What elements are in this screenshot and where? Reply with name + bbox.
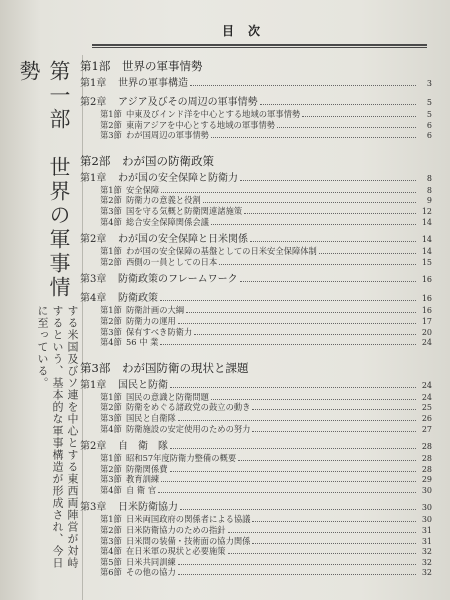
leader-dots: [252, 543, 416, 544]
section-title: 総合安全保障関係会議: [126, 216, 209, 227]
section-title: 保有すべき防衛力: [126, 326, 193, 337]
leader-dots: [203, 202, 416, 203]
section-title: 防衛をめぐる諸政党の鼓立の動き: [126, 402, 251, 413]
section-number: 第2節: [100, 119, 122, 130]
toc-section[interactable]: [80, 305, 432, 316]
section-number: 第3節: [100, 412, 122, 423]
leader-dots: [170, 471, 417, 472]
leader-dots: [178, 420, 416, 421]
toc-chapter[interactable]: [80, 293, 432, 305]
chapter-number: 第1章: [80, 78, 107, 89]
part-number: 第1部: [80, 59, 111, 73]
chapter-number: 第4章: [80, 293, 107, 305]
section-number: 第4節: [100, 337, 122, 348]
chapter-spacer: [80, 495, 432, 499]
section-page: 5: [426, 110, 432, 119]
toc-section[interactable]: [80, 464, 432, 475]
section-number: 第4節: [100, 484, 122, 495]
toc-section[interactable]: [80, 557, 432, 568]
side-description: する米国及びソ連を中心とする東西両陣営が対峙するという、基本的な軍事構造が形成され、今日に至っている。: [36, 305, 79, 569]
part-spacer: [80, 348, 432, 360]
section-page: 17: [421, 316, 432, 326]
toc-section[interactable]: [80, 485, 432, 496]
chapter-spacer: [80, 434, 432, 438]
toc-chapter[interactable]: [80, 380, 432, 392]
section-number: 第6節: [100, 567, 122, 578]
toc-section[interactable]: [80, 424, 432, 435]
section-number: 第2節: [100, 315, 122, 326]
toc-section[interactable]: [80, 525, 432, 536]
chapter-title: 自 衛 隊: [118, 441, 168, 453]
toc-section[interactable]: [80, 246, 432, 257]
toc-chapter[interactable]: [80, 502, 432, 514]
section-number: 第5節: [100, 556, 122, 567]
section-number: 第2節: [100, 525, 122, 536]
leader-dots: [158, 492, 416, 493]
section-page: 24: [421, 392, 432, 402]
section-title: 自 衛 官: [126, 484, 157, 495]
leader-dots: [178, 564, 416, 565]
section-title: わが国の安全保障の基盤としての日米安全保障体制: [126, 246, 317, 257]
section-title: 日米防衛協力のための指針: [126, 525, 226, 536]
section-title: 防衛力の運用: [126, 315, 176, 326]
section-number: 第3節: [100, 474, 122, 485]
section-title: 日米両国政府の関係者による協議: [126, 514, 251, 525]
section-page: 32: [421, 557, 432, 567]
toc-part: [80, 153, 432, 169]
section-page: 28: [421, 454, 432, 464]
chapter-spacer: [80, 286, 432, 290]
leader-dots: [238, 460, 416, 461]
toc-section[interactable]: [80, 536, 432, 547]
section-number: 第4節: [100, 546, 122, 557]
section-page: 26: [421, 413, 432, 423]
chapter-number: 第2章: [80, 97, 107, 108]
chapter-page: 8: [426, 173, 432, 183]
toc-section[interactable]: [80, 413, 432, 424]
section-title: その他の協力: [126, 567, 176, 578]
part-spacer: [80, 141, 432, 153]
section-page: 20: [421, 327, 432, 337]
section-page: 24: [421, 338, 432, 348]
toc-section[interactable]: [80, 327, 432, 338]
toc-chapter[interactable]: [80, 173, 432, 185]
section-page: 31: [421, 526, 432, 536]
section-page: 9: [426, 196, 432, 206]
chapter-title: 世界の軍事構造: [118, 78, 188, 89]
section-page: 15: [421, 257, 432, 267]
section-number: 第4節: [100, 216, 122, 227]
toc-section[interactable]: [80, 109, 432, 120]
toc-chapter[interactable]: [80, 78, 432, 90]
leader-dots: [211, 137, 416, 138]
chapter-number: 第1章: [80, 379, 107, 391]
leader-dots: [252, 521, 416, 522]
leader-dots: [190, 85, 416, 86]
chapter-title: アジア及びその周辺の軍事情勢: [118, 97, 258, 108]
leader-dots: [228, 553, 416, 554]
leader-dots: [219, 264, 416, 265]
chapter-page: 30: [421, 503, 432, 513]
toc-section[interactable]: [80, 567, 432, 578]
part-title: 世界の軍事情勢: [122, 59, 203, 73]
section-page: 6: [426, 131, 432, 141]
chapter-number: 第2章: [80, 441, 107, 453]
leader-dots: [252, 431, 416, 432]
toc-section[interactable]: [80, 474, 432, 485]
chapter-page: 5: [426, 98, 432, 107]
header-rule-secondary: [92, 47, 427, 48]
section-page: 6: [426, 120, 432, 130]
chapter-spacer: [80, 90, 432, 94]
toc-chapter[interactable]: [80, 274, 432, 286]
leader-dots: [244, 213, 416, 214]
toc-heading: 目次: [222, 24, 275, 38]
section-page: 27: [421, 424, 432, 434]
section-page: 31: [421, 536, 432, 546]
section-title: わが国周辺の軍事情勢: [126, 130, 209, 141]
chapter-page: 24: [421, 380, 432, 390]
chapter-page: 3: [426, 79, 432, 88]
section-page: 25: [421, 403, 432, 413]
part-title: わが国防衛の現状と課題: [122, 360, 249, 375]
chapter-number: 第3章: [80, 274, 107, 286]
toc-section[interactable]: [80, 217, 432, 228]
leader-dots: [211, 399, 416, 400]
section-number: 第2節: [100, 195, 122, 206]
section-number: 第1節: [100, 109, 122, 119]
section-number: 第1節: [100, 305, 122, 316]
section-page: 28: [421, 464, 432, 474]
part-title: わが国の防衛政策: [122, 153, 214, 168]
section-title: 防衛力の意義と役割: [126, 195, 201, 206]
toc-section[interactable]: [80, 337, 432, 348]
leader-dots: [178, 574, 416, 575]
section-number: 第2節: [100, 463, 122, 474]
section-number: 第1節: [100, 453, 122, 464]
section-number: 第1節: [100, 184, 122, 195]
chapter-spacer: [80, 267, 432, 271]
chapter-title: わが国の安全保障と日米関係: [118, 234, 248, 246]
section-page: 16: [421, 306, 432, 316]
section-title: 防衛施設の安定使用のための努力: [126, 423, 251, 434]
leader-dots: [161, 481, 416, 482]
toc-section[interactable]: [80, 257, 432, 268]
leader-dots: [178, 323, 416, 324]
section-title: 日米共同訓練: [126, 556, 176, 567]
section-number: 第3節: [100, 326, 122, 337]
leader-dots: [170, 448, 416, 449]
section-page: 14: [421, 217, 432, 227]
section-number: 第3節: [100, 535, 122, 546]
chapter-spacer: [80, 227, 432, 231]
toc-chapter[interactable]: [80, 97, 432, 109]
section-number: 第1節: [100, 246, 122, 257]
leader-dots: [160, 344, 416, 345]
leader-dots: [194, 334, 416, 335]
toc-section[interactable]: [80, 453, 432, 464]
chapter-title: 国民と防衛: [118, 379, 168, 391]
chapter-page: 14: [421, 235, 432, 245]
section-page: 12: [421, 206, 432, 216]
leader-dots: [277, 127, 416, 128]
section-title: 昭和57年度防衛力整備の概要: [126, 453, 237, 464]
toc-chapter[interactable]: [80, 234, 432, 246]
toc-part: [80, 360, 432, 376]
leader-dots: [250, 241, 416, 242]
section-title: 防衛関係費: [126, 463, 168, 474]
toc-section[interactable]: [80, 316, 432, 327]
section-number: 第2節: [100, 256, 122, 267]
section-title: 西側の一員としての日本: [126, 256, 218, 267]
section-page: 29: [421, 475, 432, 485]
section-page: 32: [421, 547, 432, 557]
section-title: 国民の意識と防衛問題: [126, 391, 209, 402]
chapter-title: 防衛政策: [118, 293, 158, 305]
chapter-title: わが国の安全保障と防衛力: [118, 172, 238, 184]
chapter-number: 第1章: [80, 172, 107, 184]
leader-dots: [228, 532, 416, 533]
section-title: 日米間の装備・技術面の協力関係: [126, 535, 251, 546]
part-number: 第3部: [80, 360, 111, 375]
toc-section[interactable]: [80, 392, 432, 403]
leader-dots: [161, 192, 416, 193]
section-title: 東南アジアを中心とする地域の軍事情勢: [126, 119, 276, 130]
table-of-contents: [80, 58, 432, 578]
section-title: 56 中 業: [126, 337, 159, 348]
toc-part: [80, 58, 432, 74]
section-page: 30: [421, 515, 432, 525]
section-number: 第2節: [100, 402, 122, 413]
toc-section[interactable]: [80, 402, 432, 413]
section-title: 国を守る気概と防衛関連諸施策: [126, 205, 243, 216]
leader-dots: [260, 104, 416, 105]
toc-section[interactable]: [80, 514, 432, 525]
leader-dots: [160, 300, 416, 301]
chapter-title: 日米防衛協力: [118, 502, 178, 514]
header-rule: [92, 44, 427, 46]
section-number: 第1節: [100, 391, 122, 402]
section-page: 14: [421, 247, 432, 257]
toc-section[interactable]: [80, 195, 432, 206]
part-number: 第2部: [80, 153, 111, 168]
chapter-title: 防衛政策のフレームワーク: [118, 274, 238, 286]
section-number: 第3節: [100, 130, 122, 141]
section-title: 中東及びインド洋を中心とする地域の軍事情勢: [126, 109, 301, 119]
toc-section[interactable]: [80, 546, 432, 557]
chapter-number: 第3章: [80, 502, 107, 514]
toc-chapter[interactable]: [80, 441, 432, 453]
leader-dots: [186, 312, 416, 313]
toc-section[interactable]: [80, 206, 432, 217]
side-part-title: 第一部 世界の軍事情勢: [17, 60, 71, 300]
chapter-page: 28: [421, 442, 432, 452]
leader-dots: [211, 224, 416, 225]
leader-dots: [240, 281, 416, 282]
section-title: 安全保障: [126, 184, 160, 195]
section-number: 第4節: [100, 423, 122, 434]
section-title: 教育訓練: [126, 474, 160, 485]
section-number: 第1節: [100, 514, 122, 525]
section-page: 32: [421, 568, 432, 578]
section-title: 在日米軍の現状と必要施策: [126, 546, 226, 557]
chapter-page: 16: [421, 294, 432, 304]
leader-dots: [240, 180, 416, 181]
leader-dots: [180, 509, 416, 510]
section-number: 第3節: [100, 205, 122, 216]
section-page: 8: [426, 185, 432, 195]
leader-dots: [319, 253, 416, 254]
chapter-page: 16: [421, 275, 432, 285]
chapter-number: 第2章: [80, 234, 107, 246]
section-title: 防衛計画の大綱: [126, 305, 185, 316]
leader-dots: [170, 387, 416, 388]
section-title: 国民と自衛隊: [126, 412, 176, 423]
toc-section[interactable]: [80, 185, 432, 196]
leader-dots: [302, 116, 416, 117]
toc-section[interactable]: [80, 120, 432, 131]
section-page: 30: [421, 485, 432, 495]
leader-dots: [252, 409, 416, 410]
toc-section[interactable]: [80, 130, 432, 141]
